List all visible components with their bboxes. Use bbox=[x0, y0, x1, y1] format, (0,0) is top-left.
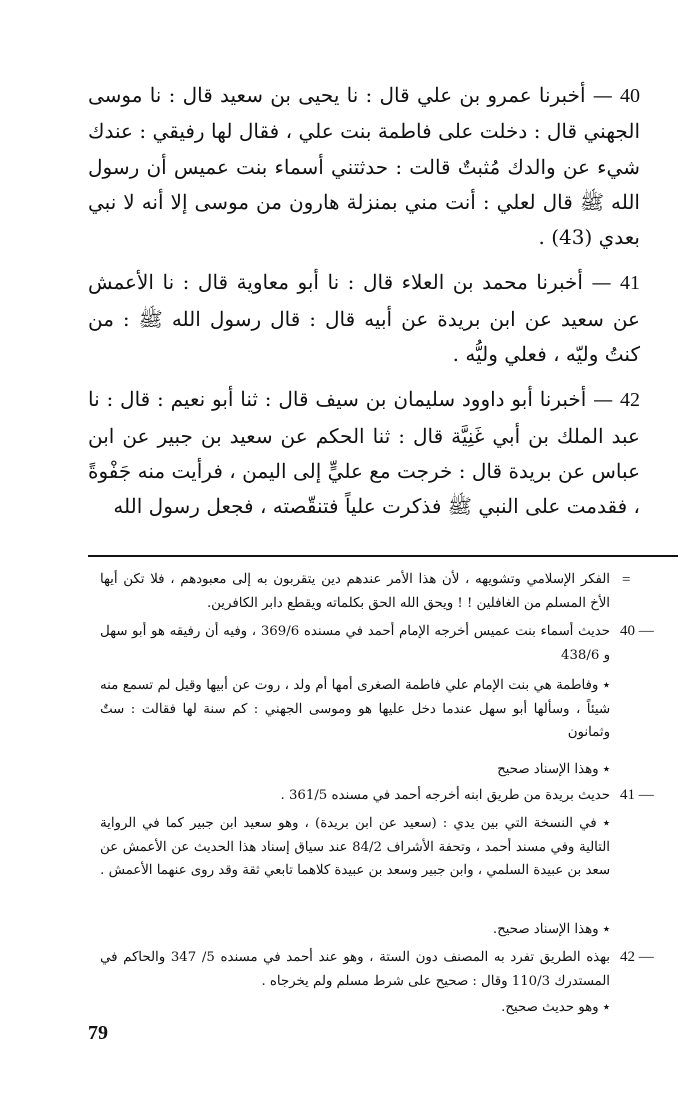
footnote-continuation: الفكر الإسلامي وتشويهه ، لأن هذا الأمر عندهم دين يتقربون به إلى معبودهم ، فلا تكن أيها الأخ المسلم من الغافلين ! ! ويحق الله الحق بكلماته ويقطع دابر الكافرين. bbox=[100, 572, 610, 611]
page-number: 79 bbox=[88, 1022, 108, 1044]
hadith-number: 41 bbox=[620, 272, 641, 295]
hadith-text: — أخبرنا عمرو بن علي قال : نا يحيى بن سعيد قال : نا موسى الجهني قال : دخلت على فاطمة بنت علي ، فقال لها رفيقي : عندك شيء عن والدك مُثبتٌ قالت : حدثتني أسماء بنت عميس أن رسول الله ﷺ قال لعلي : أنت مني بمنزلة هارون من موسى إلا أنه لا نبي بعدي (43) . bbox=[88, 83, 640, 250]
footnote-number: 40 — bbox=[620, 623, 654, 639]
footnote-42-text: بهذه الطريق تفرد به المصنف دون الستة ، وهو عند أحمد في مسنده 5/ 347 والحاكم في المستدرك 110/3 وقال : صحيح على شرط مسلم ولم يخرجاه . bbox=[100, 950, 610, 989]
continuation-mark: = bbox=[622, 572, 631, 588]
main-text bbox=[88, 78, 640, 535]
footnote-41-text: حديث بريدة من طريق ابنه أخرجه أحمد في مسنده 361/5 . bbox=[280, 788, 610, 803]
hadith-text: — أخبرنا أبو داوود سليمان بن سيف قال : ثنا أبو نعيم : قال : نا عبد الملك بن أبي غَنِيَّة قال : ثنا الحكم عن سعيد بن جبير عن ابن عباس عن بريدة قال : خرجت مع عليٍّ إلى اليمن ، فرأيت منه جَفْوةً ، فقدمت على النبي ﷺ فذكرت علياً فتنقّصته ، فجعل رسول الله bbox=[88, 387, 640, 519]
hadith-text: — أخبرنا محمد بن العلاء قال : نا أبو معاوية قال : نا الأعمش عن سعيد عن ابن بريدة عن أبيه قال : قال رسول الله ﷺ : من كنتُ وليّه ، فعلي وليُّه . bbox=[88, 270, 640, 367]
footnote-number: 41 — bbox=[620, 787, 654, 803]
footnote-divider bbox=[88, 555, 678, 557]
hadith-number: 40 bbox=[620, 85, 640, 107]
footnote-41-note: ٭ في النسخة التي بين يدي : (سعيد عن ابن بريدة) ، وهو سعيد ابن جبير كما في الرواية التالية وفي مسند أحمد ، وتحفة الأشراف 84/2 عند سياق إسناد هذا الحديث عن الأعمش عن سعد بن عبيدة السلمي ، وابن جبير وسعد بن عبيدة كلاهما تابعي ثقة وقد روى عنهما الأعمش . bbox=[100, 816, 610, 878]
footnote-40-note: ٭ وفاطمة هي بنت الإمام علي فاطمة الصغرى أمها أم ولد ، روت عن أبيها وقيل لم تسمع منه شيئاً ، وسألها أبو سهل عندما دخل عليها هو وموسى الجهني : كم سنة لها فقالت : ستٌ وثمانون bbox=[100, 678, 610, 740]
hadith-42 bbox=[88, 382, 640, 524]
footnote-40-text: حديث أسماء بنت عميس أخرجه الإمام أحمد في مسنده 369/6 ، وفيه أن رفيقه هو أبو سهل و 438/6 bbox=[100, 624, 610, 663]
footnote-42-grade: ٭ وهو حديث صحيح. bbox=[501, 1000, 610, 1015]
footnote-number: 42 — bbox=[620, 949, 654, 965]
hadith-40 bbox=[88, 78, 640, 255]
footnote-41-grade: ٭ وهذا الإسناد صحيح. bbox=[492, 922, 610, 937]
hadith-41 bbox=[88, 265, 640, 372]
footnote-40-grade: ٭ وهذا الإسناد صحيح bbox=[497, 762, 610, 777]
hadith-number: 42 bbox=[620, 389, 640, 412]
